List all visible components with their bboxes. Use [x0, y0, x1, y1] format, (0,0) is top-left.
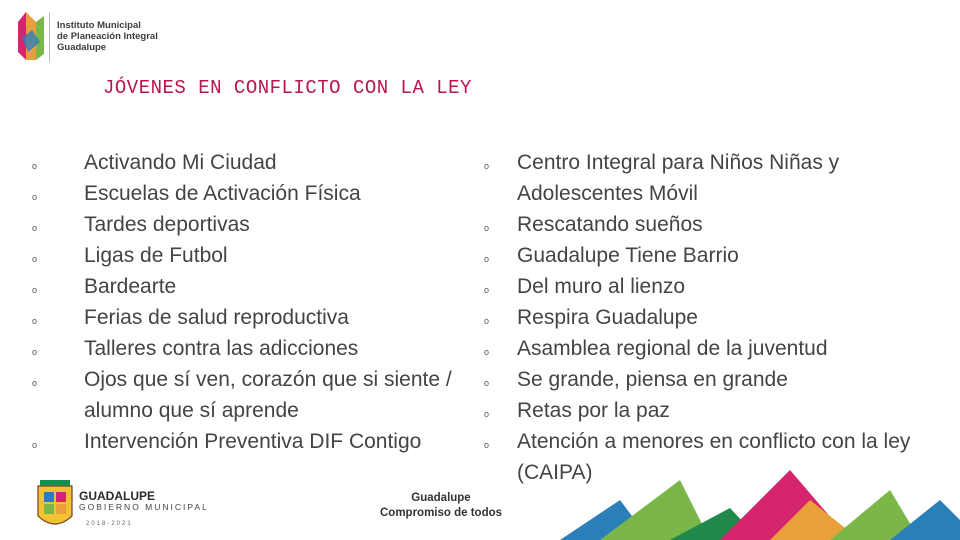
list-item [32, 333, 484, 364]
bullet-icon: o [484, 161, 490, 171]
page-title: JÓVENES EN CONFLICTO CON LA LEY [103, 77, 472, 99]
list-item-label: Se grande, piensa en grande [517, 368, 788, 391]
bullet-icon: o [484, 409, 490, 419]
list-item [484, 333, 927, 364]
bullet-icon: o [484, 378, 490, 388]
list-item-label: Atención a menores en conflicto con la ley (CAIPA) [517, 430, 911, 484]
list-item-label: Guadalupe Tiene Barrio [517, 244, 739, 267]
bullet-icon: o [32, 161, 38, 171]
list-item-label: Activando Mi Ciudad [84, 151, 277, 174]
government-subtitle: GOBIERNO MUNICIPAL [79, 502, 209, 512]
list-item-label: Bardearte [84, 275, 177, 298]
bullet-icon: o [32, 440, 38, 450]
list-item [32, 209, 484, 240]
list-item-label: Respira Guadalupe [517, 306, 698, 329]
list-item-label: Rescatando sueños [517, 213, 703, 236]
list-item [32, 240, 484, 271]
list-item-label: Asamblea regional de la juventud [517, 337, 828, 360]
institute-name [57, 20, 158, 53]
bullet-icon: o [32, 192, 38, 202]
list-item [32, 271, 484, 302]
bullet-icon: o [32, 316, 38, 326]
list-item-label: Centro Integral para Niños Niñas y Adolescentes Móvil [517, 151, 840, 205]
slogan [366, 491, 516, 521]
list-item-label: Escuelas de Activación Física [84, 182, 361, 205]
institute-line-1: Instituto Municipal [57, 20, 141, 31]
decorative-mountains-icon [560, 470, 960, 540]
list-item-label: Ligas de Futbol [84, 244, 228, 267]
list-item [32, 426, 484, 457]
list-item [484, 395, 927, 426]
list-item-label: Talleres contra las adicciones [84, 337, 359, 360]
logo-divider [49, 12, 50, 62]
bullet-icon: o [32, 347, 38, 357]
list-item [32, 178, 484, 209]
bullet-icon: o [484, 223, 490, 233]
government-years: 2018-2021 [86, 521, 133, 527]
list-item-label: Tardes deportivas [84, 213, 250, 236]
list-item [32, 364, 484, 426]
bullet-icon: o [484, 285, 490, 295]
list-item [32, 147, 484, 178]
list-item [484, 147, 927, 209]
list-item [484, 271, 927, 302]
institute-line-2: de Planeación Integral [57, 31, 158, 42]
bullet-icon: o [484, 440, 490, 450]
bullet-icon: o [484, 254, 490, 264]
bullet-icon: o [32, 378, 38, 388]
programs-list-left [32, 147, 484, 457]
bullet-icon: o [32, 254, 38, 264]
slogan-line-2: Compromiso de todos [379, 507, 503, 519]
bullet-icon: o [32, 223, 38, 233]
list-item [484, 302, 927, 333]
list-item [484, 209, 927, 240]
programs-list-right [484, 147, 927, 488]
bullet-icon: o [32, 285, 38, 295]
list-item-label: Ojos que sí ven, corazón que si siente / alumno que sí aprende [84, 368, 452, 422]
list-item-label: Ferias de salud reproductiva [84, 306, 349, 329]
government-name: GUADALUPE [79, 489, 156, 503]
institute-line-3: Guadalupe [57, 42, 107, 53]
list-item [484, 364, 927, 395]
list-item [484, 240, 927, 271]
list-item-label: Intervención Preventiva DIF Contigo [84, 430, 422, 453]
bullet-icon: o [484, 347, 490, 357]
slogan-line-1: Guadalupe [411, 492, 471, 504]
list-item [32, 302, 484, 333]
list-item-label: Retas por la paz [517, 399, 670, 422]
list-item-label: Del muro al lienzo [517, 275, 686, 298]
bullet-icon: o [484, 316, 490, 326]
